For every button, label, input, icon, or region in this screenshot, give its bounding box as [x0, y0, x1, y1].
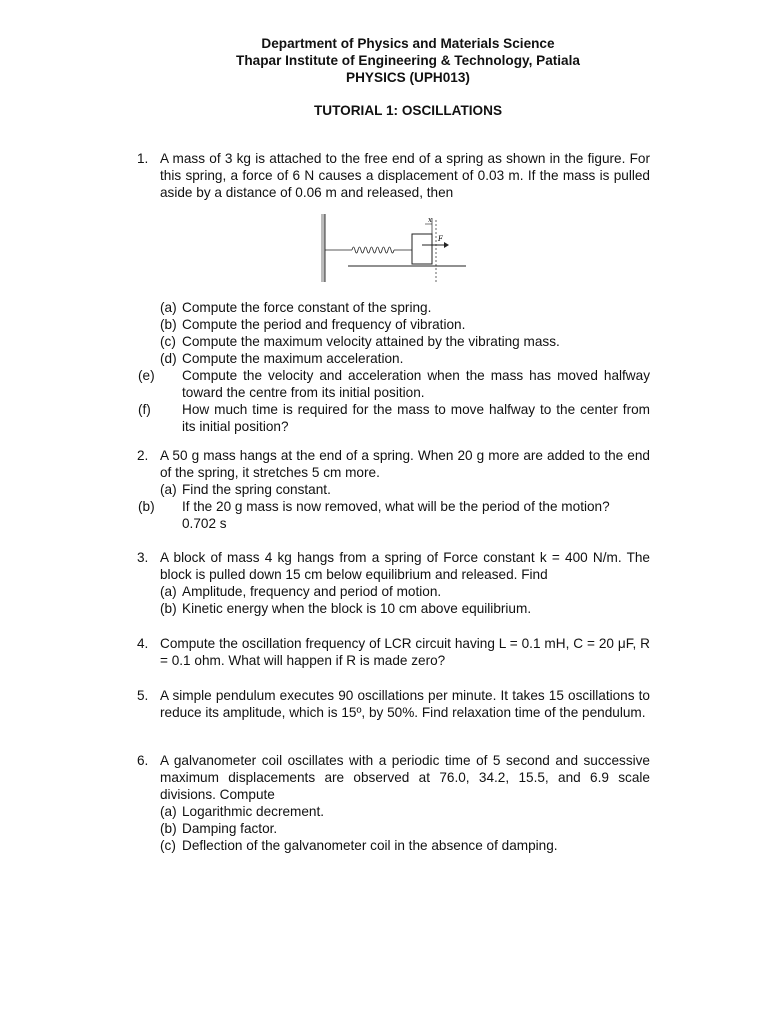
question-text: A 50 g mass hangs at the end of a spring. When 20 g more are added to the end of the spring, it stretches 5 cm more. [160, 448, 650, 480]
part-b: (b) Kinetic energy when the block is 10 cm above equilibrium. [160, 601, 532, 616]
tutorial-title: TUTORIAL 1: OSCILLATIONS [313, 103, 503, 118]
question-number: 6. [137, 753, 149, 768]
question-text: Compute the oscillation frequency of LCR circuit having L = 0.1 mH, C = 20 μF, R = 0.1 ohm. What will happen if R is made zero? [160, 636, 650, 668]
spring [325, 247, 412, 253]
course-code: PHYSICS (UPH013) [346, 70, 470, 85]
department-name: Department of Physics and Materials Science [261, 36, 555, 51]
question-number: 4. [137, 636, 149, 651]
question-number: 2. [137, 448, 149, 463]
force-arrowhead [444, 242, 449, 248]
part-b: (b) Damping factor. [160, 821, 278, 836]
part-f: (f) How much time is required for the mass to move halfway to the center from its initial position? [138, 402, 650, 434]
question-3 [137, 549, 650, 617]
question-1 [137, 150, 650, 201]
question-4 [137, 635, 650, 669]
label-force: F [438, 235, 443, 243]
question-6 [137, 752, 650, 854]
part-a: (a) Logarithmic decrement. [160, 804, 325, 819]
question-2 [137, 447, 650, 532]
question-text: A mass of 3 kg is attached to the free end of a spring as shown in the figure. For this spring, a force of 6 N causes a displacement of 0.03 m. If the mass is pulled aside by a distance of 0.06 m and released, then [160, 151, 650, 200]
question-number: 1. [137, 151, 149, 166]
part-a: (a) Amplitude, frequency and period of motion. [160, 584, 442, 599]
question-1-parts [137, 299, 650, 435]
answer-text: 0.702 s [182, 516, 227, 531]
spring-mass-figure [318, 212, 468, 284]
institute-name: Thapar Institute of Engineering & Technology, Patiala [236, 53, 580, 68]
part-a: (a) Find the spring constant. [160, 482, 331, 497]
wall [321, 214, 325, 282]
part-c: (c) Deflection of the galvanometer coil in the absence of damping. [160, 838, 558, 853]
part-a: (a) Compute the force constant of the spring. [160, 300, 432, 315]
question-text: A simple pendulum executes 90 oscillations per minute. It takes 15 oscillations to reduce its amplitude, which is 15º, by 50%. Find relaxation time of the pendulum. [160, 688, 650, 720]
question-number: 5. [137, 688, 149, 703]
part-e: (e) Compute the velocity and acceleration when the mass has moved halfway toward the centre from its initial position. [138, 368, 650, 400]
question-text: A galvanometer coil oscillates with a periodic time of 5 second and successive maximum displacements are observed at 76.0, 34.2, 15.5, and 6.9 scale divisions. Compute [160, 753, 650, 802]
part-b: (b) If the 20 g mass is now removed, what will be the period of the motion? [138, 499, 610, 514]
part-d: (d) Compute the maximum acceleration. [160, 351, 404, 366]
question-5 [137, 687, 650, 721]
question-number: 3. [137, 550, 149, 565]
block-mass [412, 234, 432, 264]
document-header [0, 35, 768, 86]
part-b: (b) Compute the period and frequency of vibration. [160, 317, 466, 332]
label-x: x [428, 216, 432, 224]
question-text: A block of mass 4 kg hangs from a spring of Force constant k = 400 N/m. The block is pulled down 15 cm below equilibrium and released. Find [160, 550, 650, 582]
part-c: (c) Compute the maximum velocity attained by the vibrating mass. [160, 334, 560, 349]
